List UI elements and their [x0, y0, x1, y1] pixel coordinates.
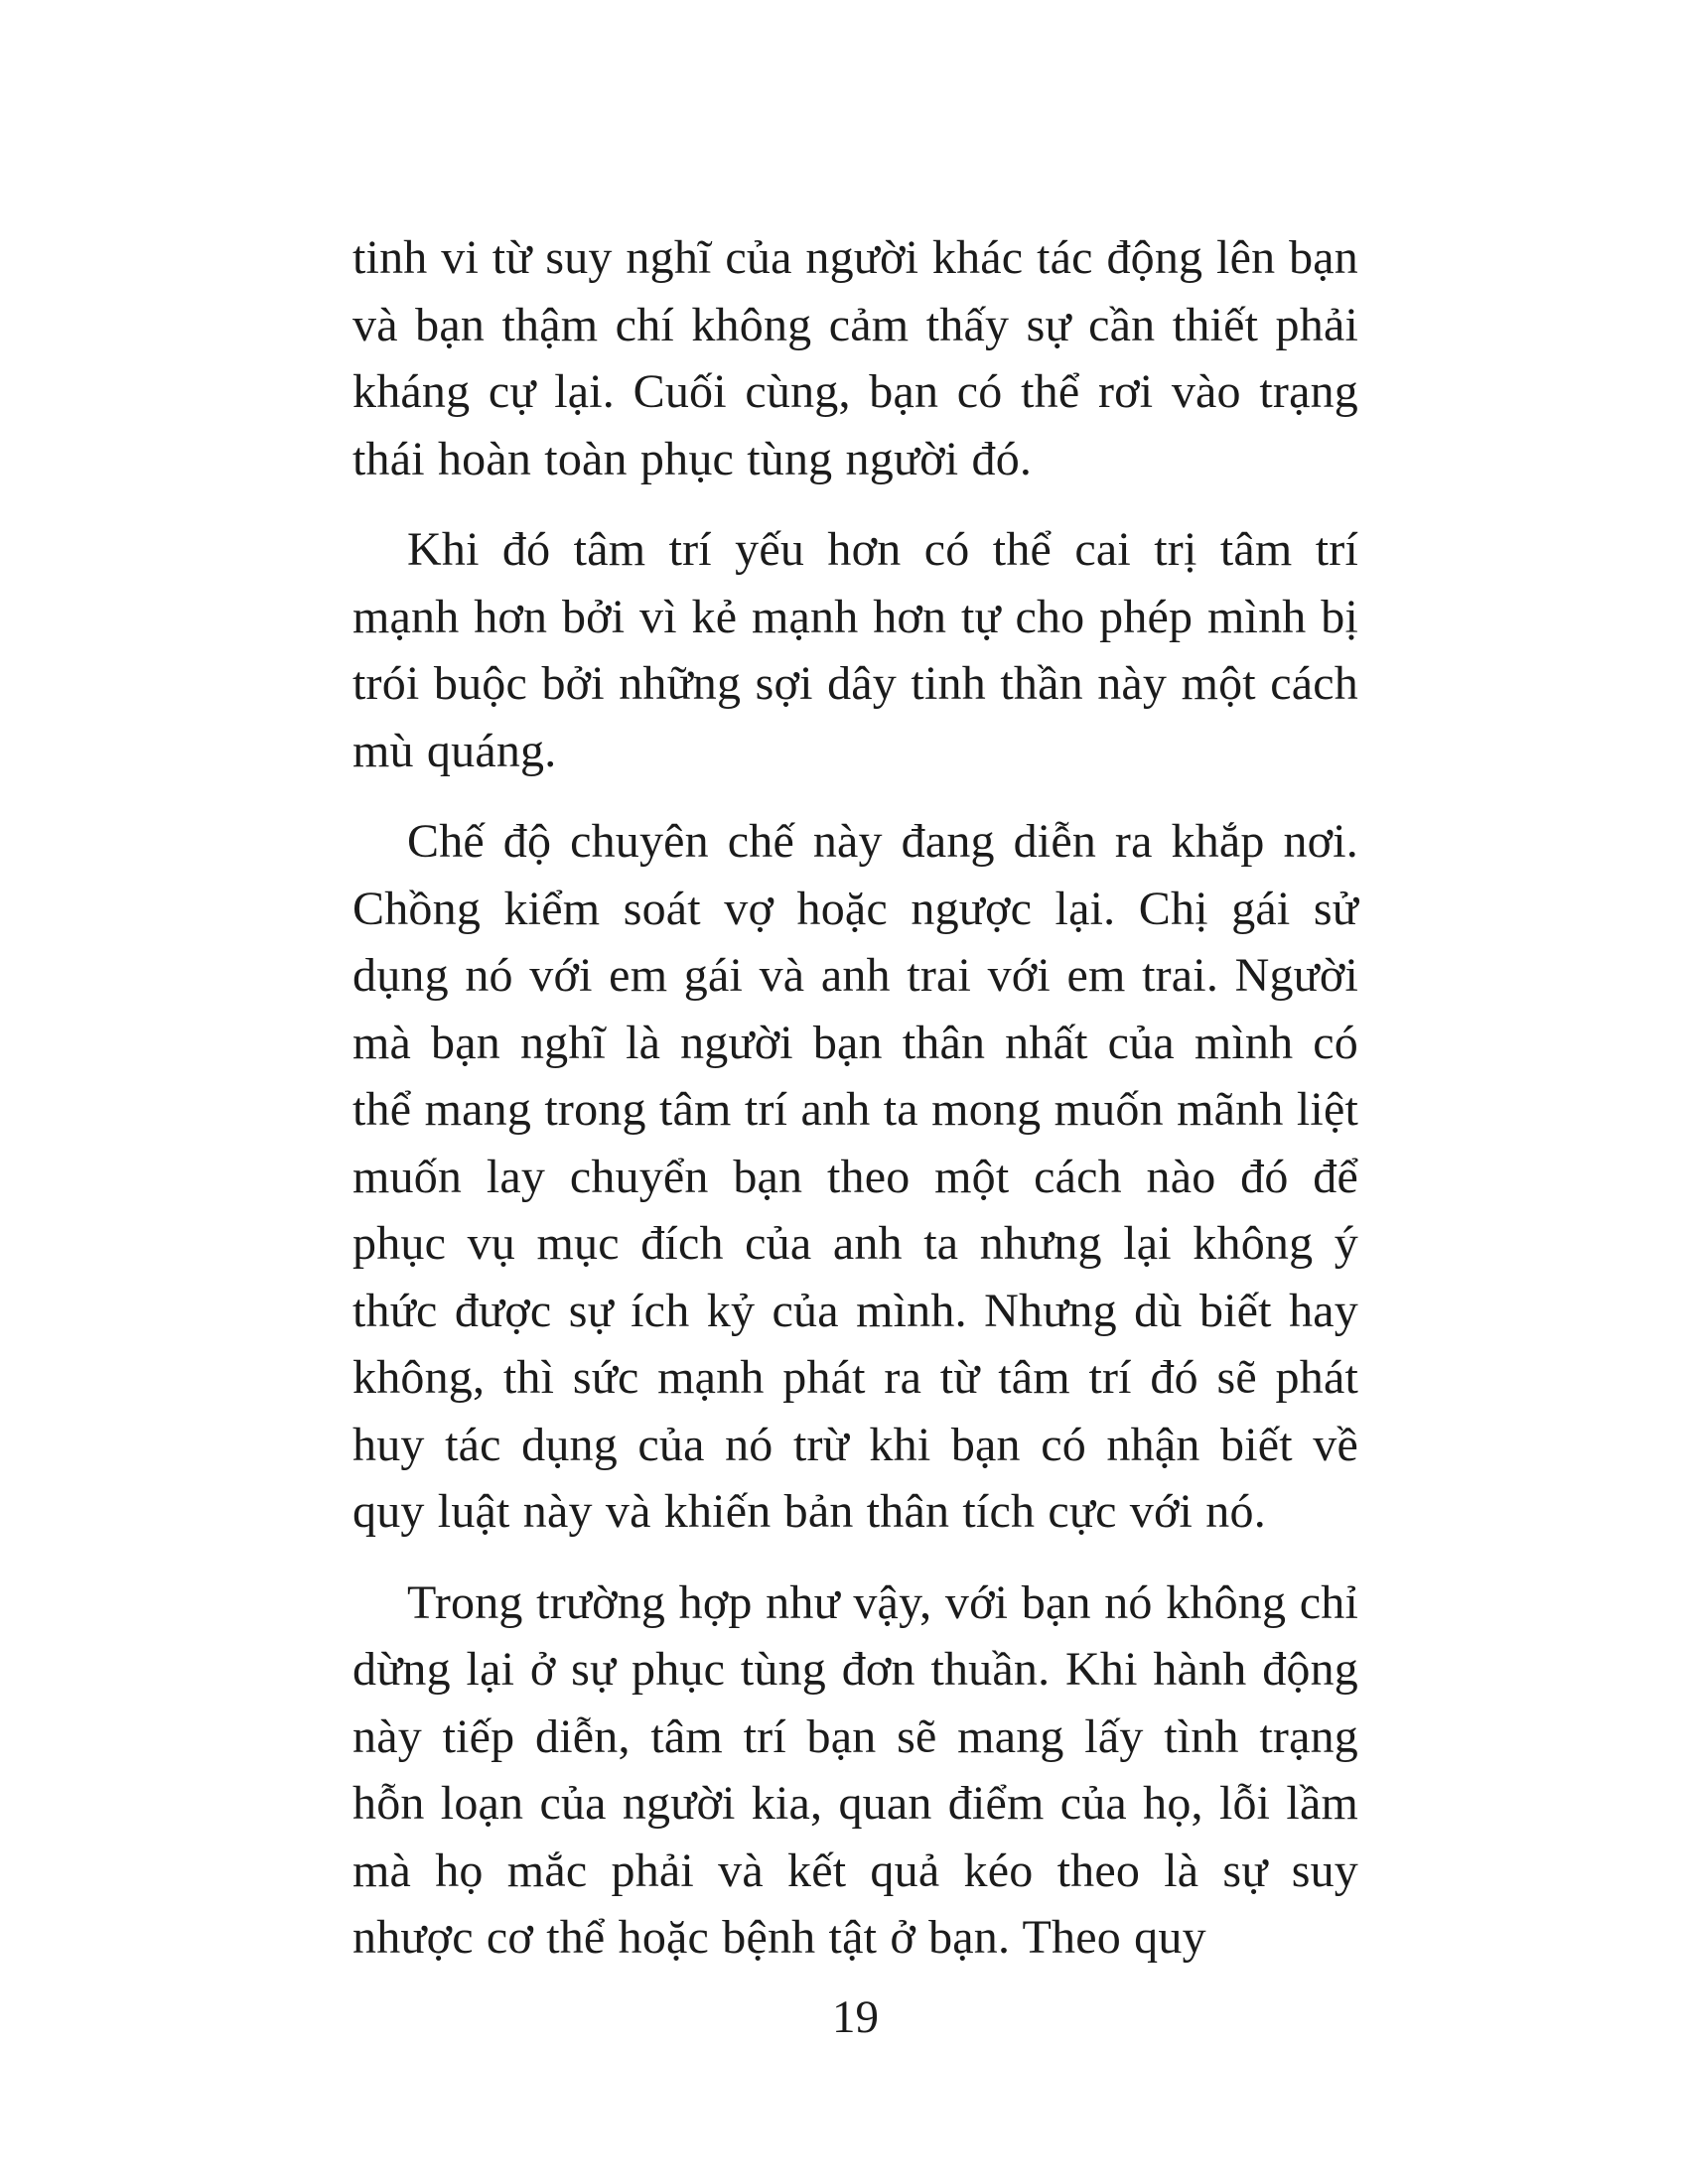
paragraph-1: tinh vi từ suy nghĩ của người khác tác động lên bạn và bạn thậm chí không cảm thấy sự cần thiết phải kháng cự lại. Cuối cùng, bạn có thể rơi vào trạng thái hoàn toàn phục tùng người đó.	[352, 231, 1358, 485]
paragraph-4: Trong trường hợp như vậy, với bạn nó không chỉ dừng lại ở sự phục tùng đơn thuần. Khi hành động này tiếp diễn, tâm trí bạn sẽ mang lấy tình trạng hỗn loạn của người kia, quan điểm của họ, lỗi lầm mà họ mắc phải và kết quả kéo theo là sự suy nhược cơ thể hoặc bệnh tật ở bạn. Theo quy	[352, 1575, 1358, 1964]
body-text	[352, 224, 1358, 1995]
paragraph-2: Khi đó tâm trí yếu hơn có thể cai trị tâm trí mạnh hơn bởi vì kẻ mạnh hơn tự cho phép mình bị trói buộc bởi những sợi dây tinh thần này một cách mù quáng.	[352, 523, 1358, 777]
paragraph-3: Chế độ chuyên chế này đang diễn ra khắp nơi. Chồng kiểm soát vợ hoặc ngược lại. Chị gái sử dụng nó với em gái và anh trai với em trai. Người mà bạn nghĩ là người bạn thân nhất của mình có thể mang trong tâm trí anh ta mong muốn mãnh liệt muốn lay chuyển bạn theo một cách nào đó để phục vụ mục đích của anh ta nhưng lại không ý thức được sự ích kỷ của mình. Nhưng dù biết hay không, thì sức mạnh phát ra từ tâm trí đó sẽ phát huy tác dụng của nó trừ khi bạn có nhận biết về quy luật này và khiến bản thân tích cực với nó.	[352, 815, 1358, 1538]
page-number: 19	[832, 1991, 879, 2043]
